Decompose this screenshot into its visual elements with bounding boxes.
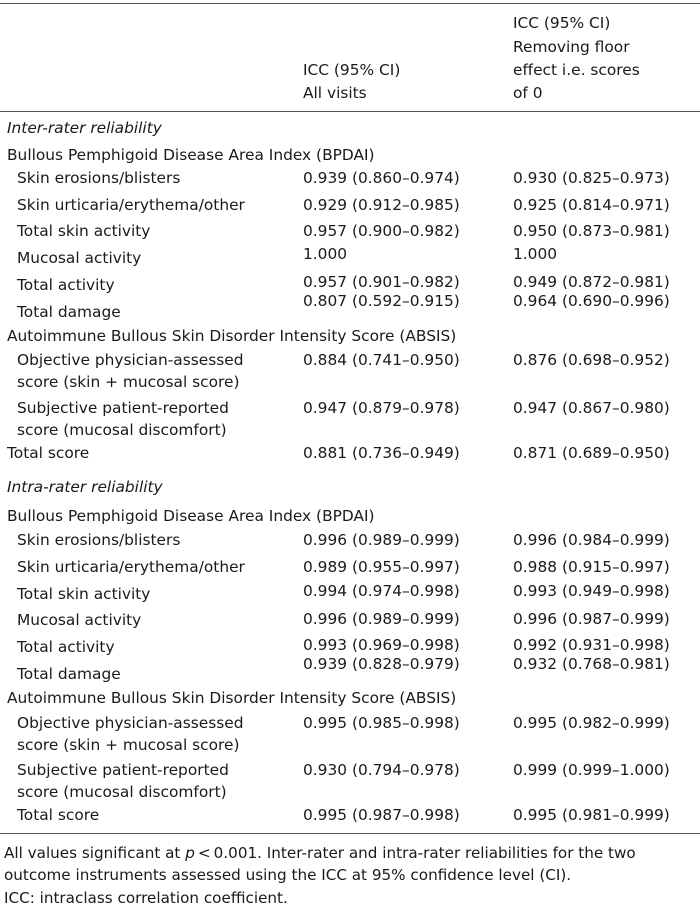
row-label: Total damage xyxy=(17,665,121,683)
icc-all-visits: 0.957 (0.900–0.982) xyxy=(303,222,460,240)
row-label-line2: score (skin + mucosal score) xyxy=(17,373,240,391)
icc-floor-removed: 0.950 (0.873–0.981) xyxy=(513,222,670,240)
row-label: Total skin activity xyxy=(17,222,151,240)
row-label-line1: Subjective patient-reported xyxy=(17,761,229,779)
row-label: Total activity xyxy=(17,276,115,294)
icc-floor-removed: 0.995 (0.981–0.999) xyxy=(513,806,670,824)
group-heading: Bullous Pemphigoid Disease Area Index (BPDAI) xyxy=(7,507,375,525)
row-label: Skin urticaria/erythema/other xyxy=(17,558,245,576)
icc-all-visits: 0.995 (0.987–0.998) xyxy=(303,806,460,824)
row-label: Total skin activity xyxy=(17,585,151,603)
row-label: Total score xyxy=(7,444,90,462)
section-heading: Inter-rater reliability xyxy=(7,119,162,137)
table-bottom-rule xyxy=(0,833,700,834)
row-label: Skin urticaria/erythema/other xyxy=(17,196,245,214)
footnote-p-symbol: p xyxy=(185,844,195,862)
row-label: Total damage xyxy=(17,303,121,321)
row-label-line1: Objective physician-assessed xyxy=(17,714,244,732)
icc-all-visits: 0.939 (0.860–0.974) xyxy=(303,169,460,187)
row-label: Mucosal activity xyxy=(17,611,142,629)
icc-all-visits: 0.939 (0.828–0.979) xyxy=(303,655,460,673)
icc-floor-removed: 0.932 (0.768–0.981) xyxy=(513,655,670,673)
icc-floor-removed: 0.964 (0.690–0.996) xyxy=(513,292,670,310)
icc-all-visits: 0.929 (0.912–0.985) xyxy=(303,196,460,214)
table-top-rule xyxy=(0,3,700,4)
icc-floor-removed: 0.930 (0.825–0.973) xyxy=(513,169,670,187)
icc-all-visits: 0.996 (0.989–0.999) xyxy=(303,531,460,549)
header-col2-line3: effect i.e. scores xyxy=(513,61,640,79)
icc-floor-removed: 0.871 (0.689–0.950) xyxy=(513,444,670,462)
icc-all-visits: 0.989 (0.955–0.997) xyxy=(303,558,460,576)
row-label-line2: score (mucosal discomfort) xyxy=(17,783,227,801)
header-col2-line4: of 0 xyxy=(513,84,543,102)
icc-all-visits: 0.993 (0.969–0.998) xyxy=(303,636,460,654)
icc-all-visits: 1.000 xyxy=(303,245,348,263)
header-col2-line2: Removing floor xyxy=(513,38,630,56)
icc-floor-removed: 1.000 xyxy=(513,245,558,263)
icc-floor-removed: 0.992 (0.931–0.998) xyxy=(513,636,670,654)
icc-all-visits: 0.930 (0.794–0.978) xyxy=(303,761,460,779)
row-label-line1: Subjective patient-reported xyxy=(17,399,229,417)
group-heading: Autoimmune Bullous Skin Disorder Intensity Score (ABSIS) xyxy=(7,327,457,345)
icc-all-visits: 0.884 (0.741–0.950) xyxy=(303,351,460,369)
icc-floor-removed: 0.996 (0.984–0.999) xyxy=(513,531,670,549)
row-label-line2: score (skin + mucosal score) xyxy=(17,736,240,754)
table-header-rule xyxy=(0,111,700,112)
row-label: Skin erosions/blisters xyxy=(17,169,181,187)
row-label: Skin erosions/blisters xyxy=(17,531,181,549)
icc-all-visits: 0.947 (0.879–0.978) xyxy=(303,399,460,417)
row-label: Total activity xyxy=(17,638,115,656)
icc-floor-removed: 0.947 (0.867–0.980) xyxy=(513,399,670,417)
icc-all-visits: 0.881 (0.736–0.949) xyxy=(303,444,460,462)
footnote-text-a: All values significant at xyxy=(4,844,186,862)
icc-all-visits: 0.807 (0.592–0.915) xyxy=(303,292,460,310)
icc-floor-removed: 0.996 (0.987–0.999) xyxy=(513,610,670,628)
icc-floor-removed: 0.993 (0.949–0.998) xyxy=(513,582,670,600)
icc-all-visits: 0.994 (0.974–0.998) xyxy=(303,582,460,600)
header-col2-line1: ICC (95% CI) xyxy=(513,14,611,32)
icc-floor-removed: 0.999 (0.999–1.000) xyxy=(513,761,670,779)
footnote-significance xyxy=(4,842,696,886)
row-label: Total score xyxy=(17,806,100,824)
icc-floor-removed: 0.949 (0.872–0.981) xyxy=(513,273,670,291)
icc-all-visits: 0.957 (0.901–0.982) xyxy=(303,273,460,291)
header-col1-line1: ICC (95% CI) xyxy=(303,61,401,79)
footnote-text-b: < 0.001. Inter-rater and intra-rater reliabilities for the two outcome instruments assessed using the ICC at 95% confidence level (CI). xyxy=(4,844,636,884)
icc-all-visits: 0.996 (0.989–0.999) xyxy=(303,610,460,628)
icc-floor-removed: 0.876 (0.698–0.952) xyxy=(513,351,670,369)
group-heading: Bullous Pemphigoid Disease Area Index (BPDAI) xyxy=(7,146,375,164)
row-label: Mucosal activity xyxy=(17,249,142,267)
icc-all-visits: 0.995 (0.985–0.998) xyxy=(303,714,460,732)
footnote-abbreviation: ICC: intraclass correlation coefficient. xyxy=(4,889,288,907)
row-label-line1: Objective physician-assessed xyxy=(17,351,244,369)
icc-floor-removed: 0.995 (0.982–0.999) xyxy=(513,714,670,732)
icc-floor-removed: 0.988 (0.915–0.997) xyxy=(513,558,670,576)
row-label-line2: score (mucosal discomfort) xyxy=(17,421,227,439)
header-col1-line2: All visits xyxy=(303,84,367,102)
section-heading: Intra-rater reliability xyxy=(7,478,163,496)
icc-floor-removed: 0.925 (0.814–0.971) xyxy=(513,196,670,214)
group-heading: Autoimmune Bullous Skin Disorder Intensity Score (ABSIS) xyxy=(7,689,457,707)
